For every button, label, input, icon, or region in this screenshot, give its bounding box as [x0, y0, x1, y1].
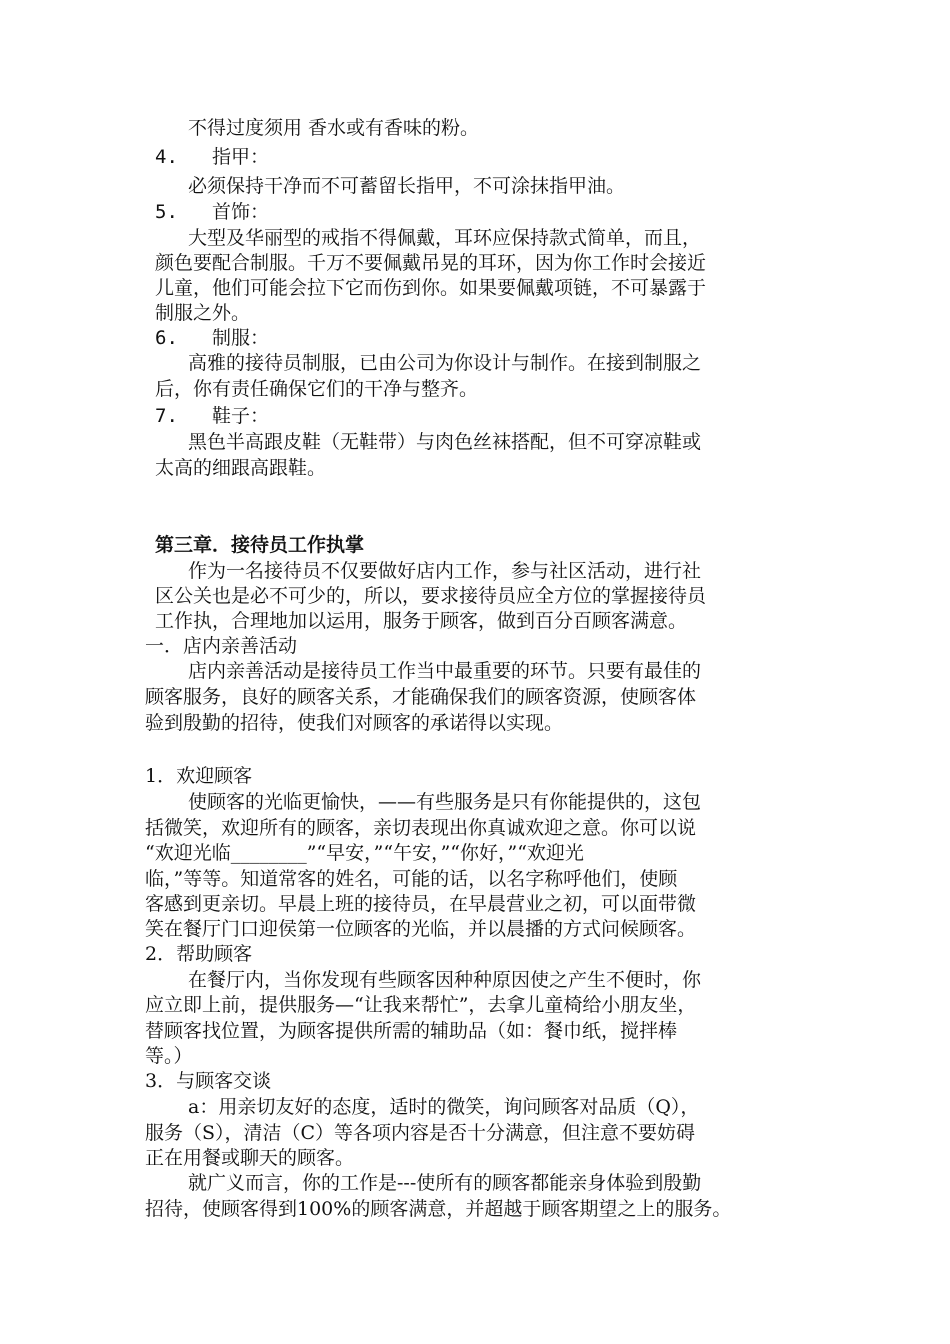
item-title-jewelry: 首饰：	[212, 201, 270, 223]
paragraph-uniform-line-1: 高雅的接待员制服，已由公司为你设计与制作。在接到制服之	[188, 352, 702, 374]
chapter-3-heading: 第三章．接待员工作执掌	[155, 534, 365, 556]
item-number-7: 7.	[155, 405, 178, 427]
paragraph-jewelry-line-1: 大型及华丽型的戒指不得佩戴，耳环应保持款式简单，而且，	[188, 227, 702, 249]
paragraph-summary-line-2: 招待，使顾客得到100%的顾客满意，并超越于顾客期望之上的服务。	[145, 1198, 732, 1220]
paragraph-talk-line-2: 服务（S），清洁（C）等各项内容是否十分满意，但注意不要妨碍	[145, 1122, 696, 1144]
section-1-heading: 一．店内亲善活动	[145, 635, 298, 657]
paragraph-talk-line-3: 正在用餐或聊天的顾客。	[145, 1147, 355, 1169]
item-number-4: 4.	[155, 146, 178, 168]
paragraph-welcome-line-6: 笑在餐厅门口迎侯第一位顾客的光临，并以晨播的方式问候顾客。	[145, 918, 697, 940]
paragraph-jewelry-line-4: 制服之外。	[155, 302, 251, 324]
paragraph-perfume: 不得过度须用 香水或有香味的粉。	[188, 117, 480, 139]
paragraph-talk-line-1: a：用亲切友好的态度，适时的微笑，询问顾客对品质（Q），	[188, 1096, 700, 1118]
paragraph-welcome-line-4: 临，”等等。知道常客的姓名，可能的话，以名字称呼他们，使顾	[145, 868, 678, 890]
paragraph-instore-line-1: 店内亲善活动是接待员工作当中最重要的环节。只要有最佳的	[188, 660, 702, 682]
subsection-welcome-heading: 1．欢迎顾客	[145, 765, 253, 787]
paragraph-shoes-line-1: 黑色半高跟皮鞋（无鞋带）与肉色丝袜搭配，但不可穿凉鞋或	[188, 431, 702, 453]
paragraph-help-line-1: 在餐厅内，当你发现有些顾客因种种原因使之产生不便时，你	[188, 969, 702, 991]
item-number-5: 5.	[155, 201, 178, 223]
paragraph-welcome-line-1: 使顾客的光临更愉快，——有些服务是只有你能提供的，这包	[188, 791, 702, 813]
paragraph-shoes-line-2: 太高的细跟高跟鞋。	[155, 457, 327, 479]
item-title-shoes: 鞋子：	[212, 405, 270, 427]
item-title-nails: 指甲：	[212, 146, 270, 168]
paragraph-summary-line-1: 就广义而言，你的工作是---使所有的顾客都能亲身体验到殷勤	[188, 1172, 702, 1194]
paragraph-uniform-line-2: 后，你有责任确保它们的干净与整齐。	[155, 378, 479, 400]
paragraph-welcome-line-3: “欢迎光临________”“早安，”“午安，”“你好，”“欢迎光	[145, 842, 584, 864]
paragraph-intro-line-2: 区公关也是必不可少的，所以，要求接待员应全方位的掌握接待员	[155, 585, 707, 607]
item-title-uniform: 制服：	[212, 327, 270, 349]
paragraph-nails: 必须保持干净而不可蓄留长指甲，不可涂抹指甲油。	[188, 175, 626, 197]
paragraph-instore-line-2: 顾客服务，良好的顾客关系，才能确保我们的顾客资源，使顾客体	[145, 686, 697, 708]
paragraph-welcome-line-2: 括微笑，欢迎所有的顾客，亲切表现出你真诚欢迎之意。你可以说	[145, 817, 697, 839]
paragraph-help-line-4: 等。）	[145, 1045, 193, 1067]
paragraph-help-line-3: 替顾客找位置，为顾客提供所需的辅助品（如：餐巾纸，搅拌棒	[145, 1020, 678, 1042]
paragraph-help-line-2: 应立即上前，提供服务—“让我来帮忙”，去拿儿童椅给小朋友坐，	[145, 994, 697, 1016]
paragraph-intro-line-1: 作为一名接待员不仅要做好店内工作，参与社区活动，进行社	[188, 560, 702, 582]
paragraph-instore-line-3: 验到殷勤的招待，使我们对顾客的承诺得以实现。	[145, 712, 564, 734]
paragraph-intro-line-3: 工作执，合理地加以运用，服务于顾客，做到百分百顾客满意。	[155, 610, 688, 632]
paragraph-jewelry-line-3: 儿童，他们可能会拉下它而伤到你。如果要佩戴项链，不可暴露于	[155, 277, 707, 299]
paragraph-welcome-line-5: 客感到更亲切。早晨上班的接待员，在早晨营业之初，可以面带微	[145, 893, 697, 915]
item-number-6: 6.	[155, 327, 178, 349]
subsection-talk-heading: 3．与顾客交谈	[145, 1070, 272, 1092]
paragraph-jewelry-line-2: 颜色要配合制服。千万不要佩戴吊晃的耳环，因为你工作时会接近	[155, 252, 707, 274]
subsection-help-heading: 2．帮助顾客	[145, 943, 253, 965]
